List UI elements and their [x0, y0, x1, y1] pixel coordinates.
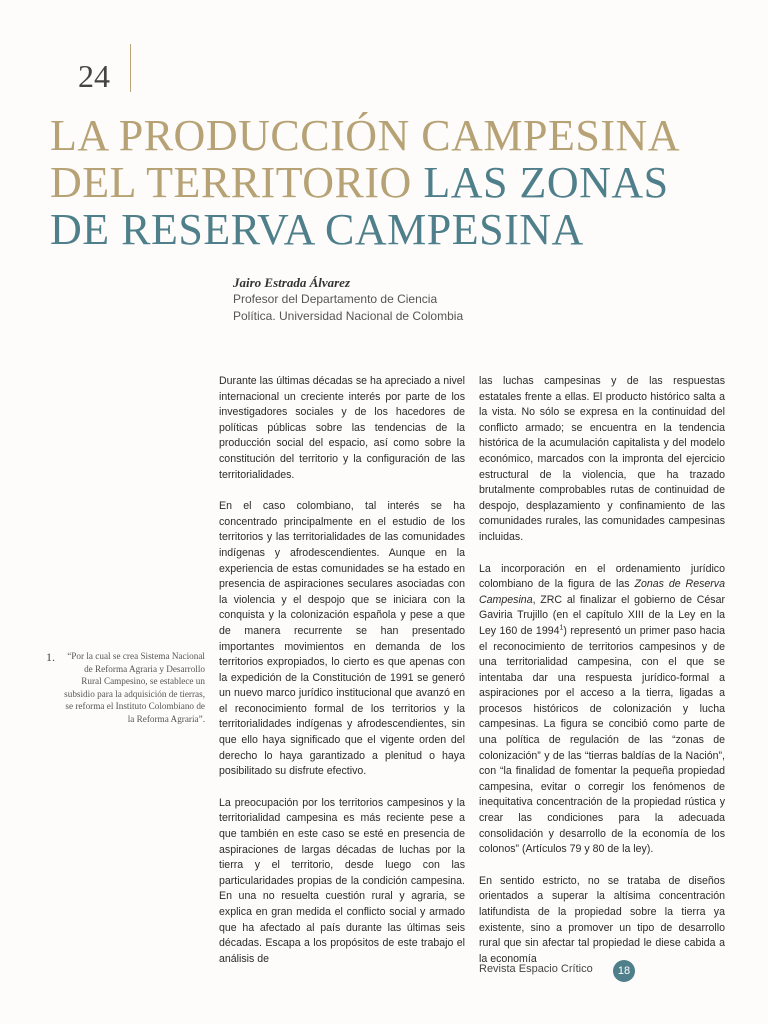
author-block — [233, 274, 533, 325]
paragraph: La preocupación por los territorios campesinos y la territorialidad campesina es más reciente pese a que también en este caso se esté en presencia de aspiraciones de largas décadas de luchas por la tierra y el territorio, desde luego con las particularidades propias de la condición campesina. En una no resuelta cuestión rural y agraria, se explica en gran medida el conflicto social y armado que ha afectado al país durante las últimas seis décadas. Escapa a los propósitos de este trabajo el análisis de — [219, 796, 465, 965]
paragraph: En sentido estricto, no se trataba de diseños orientados a superar la altísima concentración latifundista de la propiedad sobre la tierra ya existente, sino a promover un tipo de desarrollo rural que sin afectar tal propiedad le diese cabida a la economía — [479, 874, 725, 965]
right-column — [479, 374, 725, 983]
author-affiliation-1: Profesor del Departamento de Ciencia — [233, 292, 438, 306]
left-column — [219, 374, 465, 983]
footnote-number: 1. — [46, 650, 55, 664]
footnote-text: “Por la cual se crea Sistema Nacional de Reforma Agraria y Desarrollo Rural Campesino, se establece un subsidio para la adquisición de tierras, se reforma el Instituto Colombiano de la Reforma Agraria”. — [64, 651, 205, 724]
footnote-ref: 1 — [559, 624, 564, 632]
text-run: , ZRC al finalizar el gobierno de César Gaviria Trujillo (en el capítulo XIII de la Ley en la Ley 160 de 1994 — [479, 593, 725, 637]
paragraph: Durante las últimas décadas se ha apreciado a nivel internacional un creciente interés por parte de los investigadores sociales y de los hacedores de políticas públicas sobre las tendencias de la producción social del espacio, así como sobre la constitución del territorio y la configuración de las territorialidades. — [219, 375, 465, 481]
text-run: La incorporación en el ordenamiento jurídico colombiano de la figura de las — [479, 562, 725, 591]
author-affiliation-2: Política. Universidad Nacional de Colombia — [233, 309, 464, 323]
paragraph: las luchas campesinas y de las respuestas estatales frente a ellas. El producto histórico salta a la vista. No sólo se expresa en la continuidad del conflicto armado; se encuentra en la tendencia histórica de la acumulación capitalista y del modelo económico, marcados con la impronta del ejercicio estructural de la violencia, que ha trazado brutalmente comprobables rutas de continuidad de despojo, desplazamiento y confinamiento de las comunidades rurales, las comunidades campesinas incluidas. — [479, 375, 725, 543]
author-name: Jairo Estrada Álvarez — [233, 275, 351, 290]
folio-badge: 18 — [613, 960, 635, 982]
title-line-3: DE RESERVA CAMPESINA — [50, 205, 584, 254]
title-line-1: LA PRODUCCIÓN CAMPESINA — [50, 111, 681, 160]
title-line-2-teal: LAS ZONAS — [423, 158, 669, 207]
article-title — [50, 112, 750, 253]
page-number: 24 — [78, 58, 110, 94]
paragraph: En el caso colombiano, tal interés se ha concentrado principalmente en el estudio de los territorios y las territorialidades de las comunidades indígenas y afrodescendientes. Aunque en la experiencia de estas comunidades se ha estado en presencia de aspiraciones seculares asociadas con la violencia y el despojo que se iniciara con la conquista y la colonización española y pese a que de manera recurrente se han presentado importantes movimientos en demanda de los territorios expropiados, lo cierto es que apenas con la expedición de la Constitución de 1991 se generó un nuevo marco jurídico institucional que avanzó en el reconocimiento formal de los territorios y la territorialidades indígenas y afrodescendientes, sin que ello haya significado que el vigente orden del derecho lo haya garantizado a plenitud o haya posibilitado su disfrute efectivo. — [219, 500, 465, 778]
text-run: ) representó un primer paso hacia el reconocimiento de territorios campesinos y de una territorialidad campesina, con el que se intentaba dar una respuesta jurídico-formal a aspiraciones por el acceso a la tierra, ligadas a procesos históricos de colonización y lucha campesinas. La figura se concibió como parte de una política de regulación de las “zonas de colonización” y de las “tierras baldías de la Nación”, con “la finalidad de fomentar la pequeña propiedad campesina, evitar o corregir los fenómenos de inequitativa concentración de la propiedad rústica y crear las condiciones para la adecuada consolidación y desarrollo de la economía de los colonos” (Artículos 79 y 80 de la ley). — [479, 624, 725, 856]
page-number-divider — [130, 44, 131, 92]
title-line-2-gold: DEL TERRITORIO — [50, 158, 412, 207]
italic-term: Zonas de Reserva Campesina — [479, 578, 725, 606]
paragraph-zrc — [479, 562, 725, 858]
journal-name: Revista Espacio Crítico — [479, 963, 593, 975]
